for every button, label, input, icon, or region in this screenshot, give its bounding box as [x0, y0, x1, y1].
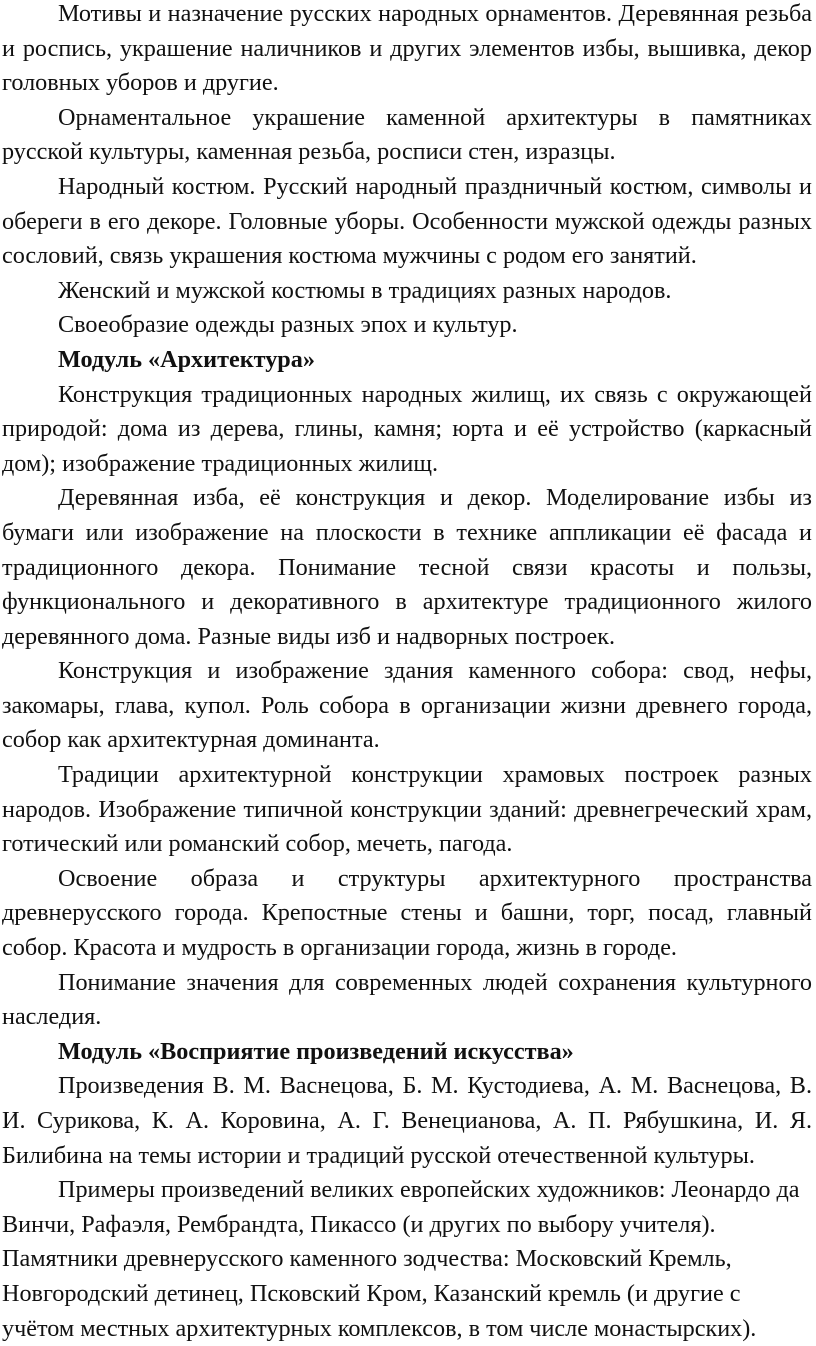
- paragraph-costumes-peoples: Женский и мужской костюмы в традициях разных народов.: [58, 276, 672, 304]
- heading-module-art-perception: Модуль «Восприятие произведений искусства»: [58, 1037, 574, 1065]
- paragraph-stone-architecture: Орнаментальное украшение каменной архитектуры в памятниках русской культуры, каменная резьба, росписи стен, изразцы.: [2, 103, 812, 166]
- line-monuments-1: Памятники древнерусского каменного зодчества: Московский Кремль,: [2, 1245, 732, 1273]
- paragraph-cultural-heritage: Понимание значения для современных людей сохранения культурного наследия.: [2, 968, 812, 1031]
- document-page: [2, 0, 812, 1346]
- heading-module-architecture: Модуль «Архитектура»: [58, 345, 315, 373]
- paragraph-russian-artists: Произведения В. М. Васнецова, Б. М. Кустодиева, А. М. Васнецова, В. И. Сурикова, К. А. Коровина, А. Г. Венецианова, А. П. Рябушкина, И. Я. Билибина на темы истории и традиций русской отечественной культуры.: [2, 1072, 812, 1169]
- paragraph-stone-cathedral: Конструкция и изображение здания каменного собора: свод, нефы, закомары, глава, купол. Роль собора в организации жизни древнего города, собор как архитектурная доминанта.: [2, 657, 812, 754]
- paragraph-ornament-motifs: Мотивы и назначение русских народных орнаментов. Деревянная резьба и роспись, украшение наличников и других элементов избы, вышивка, декор головных уборов и другие.: [2, 0, 812, 97]
- paragraph-wooden-izba: Деревянная изба, её конструкция и декор. Моделирование избы из бумаги или изображение на плоскости в технике аппликации её фасада и традиционного декора. Понимание тесной связи красоты и пользы, функционального и декоративного в архитектуре традиционного жилого деревянного дома. Разные виды изб и надворных построек.: [2, 484, 812, 650]
- paragraph-folk-costume: Народный костюм. Русский народный праздничный костюм, символы и обереги в его декоре. Головные уборы. Особенности мужской одежды разных сословий, связь украшения костюма мужчины с родом его занятий.: [2, 172, 812, 270]
- paragraph-clothing-epochs: Своеобразие одежды разных эпох и культур.: [58, 311, 518, 339]
- paragraph-old-russian-city: Освоение образа и структуры архитектурного пространства древнерусского города. Крепостные стены и башни, торг, посад, главный собор. Красота и мудрость в организации города, жизнь в городе.: [2, 864, 812, 962]
- paragraph-european-artists: Примеры произведений великих европейских художников: Леонардо да Винчи, Рафаэля, Рембрандта, Пикассо (и других по выбору учителя).: [2, 1176, 800, 1238]
- paragraph-temple-traditions: Традиции архитектурной конструкции храмовых построек разных народов. Изображение типичной конструкции зданий: древнегреческий храм, готический или романский собор, мечеть, пагода.: [2, 761, 812, 858]
- line-monuments-3: учётом местных архитектурных комплексов, в том числе монастырских).: [2, 1314, 757, 1342]
- paragraph-dwellings: Конструкция традиционных народных жилищ, их связь с окружающей природой: дома из дерева, глины, камня; юрта и её устройство (каркасный дом); изображение традиционных жилищ.: [2, 380, 812, 477]
- line-monuments-2: Новгородский детинец, Псковский Кром, Казанский кремль (и другие с: [2, 1279, 741, 1307]
